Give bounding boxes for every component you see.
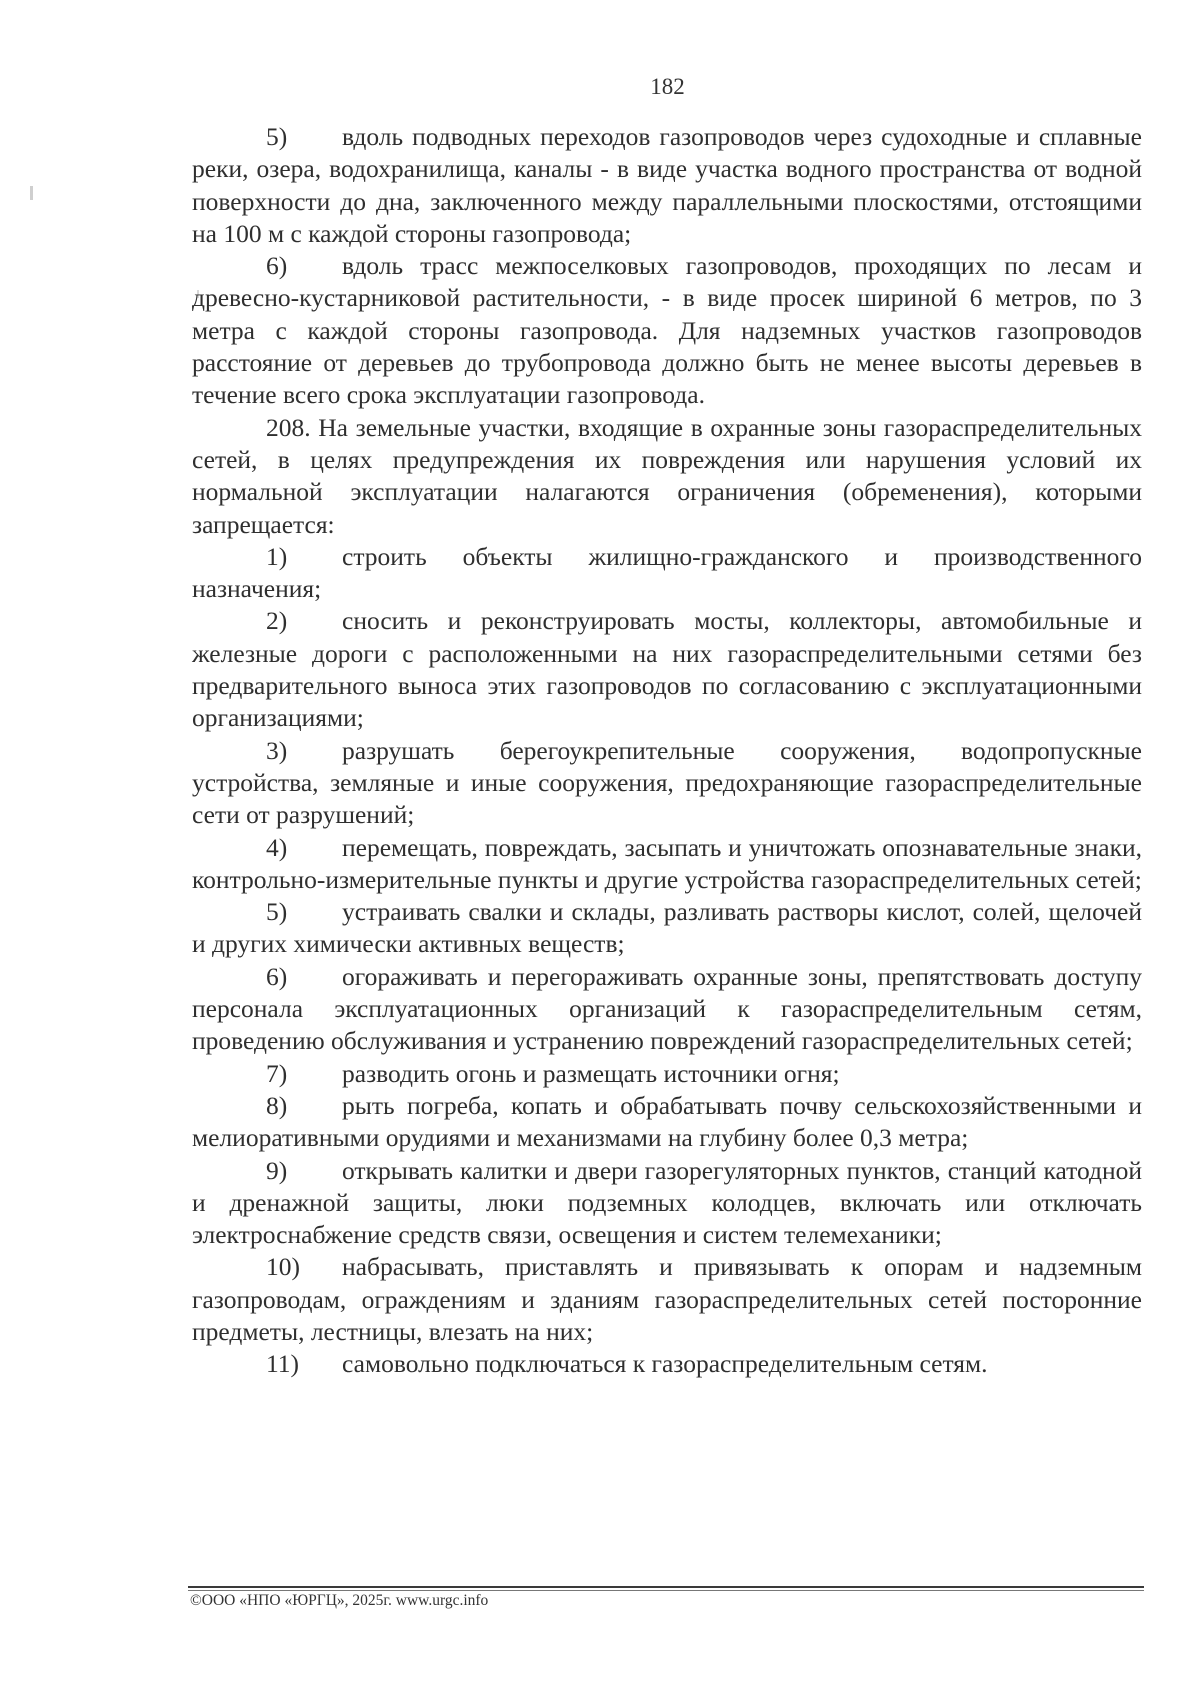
list-item	[192, 605, 1142, 734]
item-number: 2)	[266, 606, 288, 636]
list-item	[192, 1090, 1142, 1155]
list-item	[192, 735, 1142, 832]
item-number: 4)	[266, 832, 288, 862]
item-text: разрушать берегоукрепительные сооружения, водопропускные устройства, земляные и иные сооружения, предохраняющие газораспределительные сети от разрушений;	[192, 735, 1142, 830]
list-item	[192, 832, 1142, 897]
list-item	[192, 961, 1142, 1058]
list-item	[192, 1058, 1142, 1090]
section-paragraph	[192, 412, 1142, 541]
scan-artifact	[30, 186, 33, 200]
item-number: 7)	[266, 1058, 288, 1088]
item-text: вдоль трасс межпоселковых газопроводов, проходящих по лесам и древесно-кустарниковой растительности, - в виде просек шириной 6 метров, по 3 метра с каждой стороны газопровода. Для надземных участков газопроводов расстояние от деревьев до трубопровода должно быть не менее высоты деревьев в течение всего срока эксплуатации газопровода.	[192, 251, 1142, 410]
item-text: огораживать и перегораживать охранные зоны, препятствовать доступу персонала эксплуатационных организаций к газораспределительным сетям, проведению обслуживания и устранению повреждений газораспределительных сетей;	[192, 961, 1142, 1056]
item-number: 8)	[266, 1090, 288, 1120]
footer-divider	[188, 1586, 1144, 1588]
footer-copyright: ©ООО «НПО «ЮРГЦ», 2025г. www.urgc.info	[190, 1592, 489, 1609]
item-number: 9)	[266, 1155, 288, 1185]
item-text: открывать калитки и двери газорегуляторных пунктов, станций катодной и дренажной защиты, люки подземных колодцев, включать или отключать электроснабжение средств связи, освещения и систем телемеханики;	[192, 1155, 1142, 1250]
section-text: На земельные участки, входящие в охранные зоны газораспределительных сетей, в целях предупреждения их повреждения или нарушения условий их нормальной эксплуатации налагаются ограничения (обременения), которыми запрещается:	[192, 412, 1142, 539]
item-number: 6)	[266, 251, 288, 281]
section-number: 208.	[266, 412, 311, 442]
item-number: 3)	[266, 735, 288, 765]
page-number: 182	[650, 74, 685, 99]
item-text: перемещать, повреждать, засыпать и уничтожать опознавательные знаки, контрольно-измерительные пункты и другие устройства газораспределительных сетей;	[192, 832, 1142, 894]
item-number: 10)	[266, 1252, 300, 1282]
list-item	[192, 541, 1142, 606]
list-item	[192, 121, 1142, 250]
footer-divider	[188, 1590, 1144, 1591]
item-number: 11)	[266, 1349, 300, 1379]
list-item	[192, 1251, 1142, 1348]
item-number: 6)	[266, 961, 288, 991]
item-text: строить объекты жилищно-гражданского и производственного назначения;	[192, 541, 1142, 604]
item-text: разводить огонь и размещать источники огня;	[342, 1058, 840, 1088]
item-number: 1)	[266, 541, 288, 571]
list-item	[192, 1348, 1142, 1380]
item-text: рыть погреба, копать и обрабатывать почву сельскохозяйственными и мелиоративными орудиями и механизмами на глубину более 0,3 метра;	[192, 1090, 1142, 1153]
list-item	[192, 250, 1142, 411]
list-item	[192, 1155, 1142, 1252]
item-text: устраивать свалки и склады, разливать растворы кислот, солей, щелочей и других химически активных веществ;	[192, 897, 1142, 959]
item-text: сносить и реконструировать мосты, коллекторы, автомобильные и железные дороги с расположенными на них газораспределительными сетями без предварительного выноса этих газопроводов по согласованию с эксплуатационными организациями;	[192, 606, 1142, 733]
item-number: 5)	[266, 122, 288, 151]
item-text: вдоль подводных переходов газопроводов через судоходные и сплавные реки, озера, водохранилища, каналы - в виде участка водного пространства от водной поверхности до дна, заключенного между параллельными плоскостями, отстоящими на 100 м с каждой стороны газопровода;	[192, 122, 1142, 248]
item-text: набрасывать, приставлять и привязывать к опорам и надземным газопроводам, ограждениям и зданиям газораспределительных сетей посторонние предметы, лестницы, влезать на них;	[192, 1252, 1142, 1346]
list-item	[192, 896, 1142, 961]
item-text: самовольно подключаться к газораспределительным сетям.	[342, 1349, 988, 1379]
document-body	[192, 121, 1142, 1381]
item-number: 5)	[266, 897, 288, 927]
